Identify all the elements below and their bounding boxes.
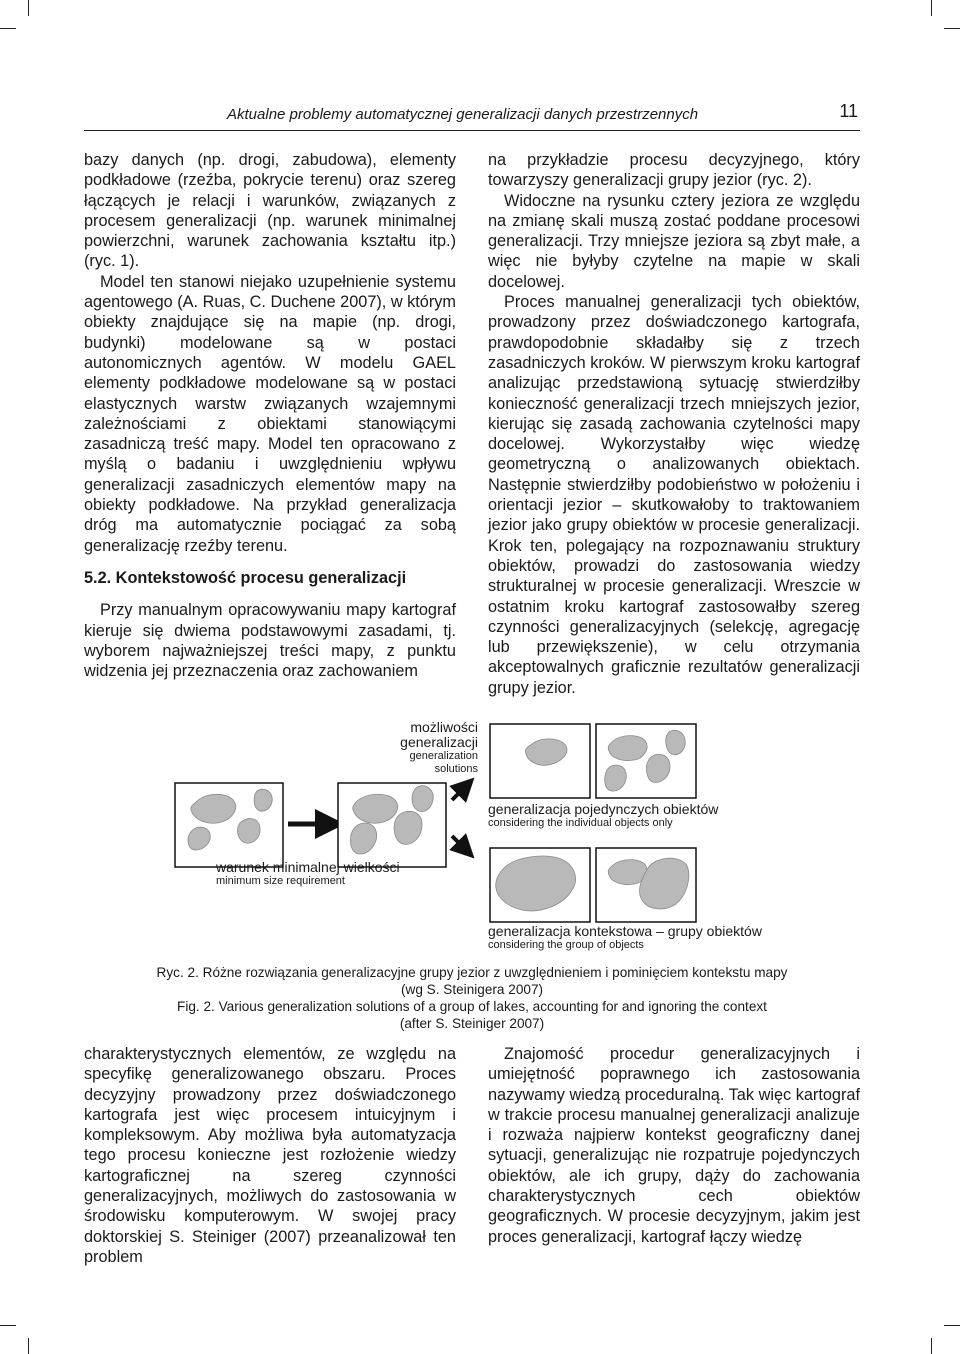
right-column-top (488, 150, 860, 698)
crop-mark (0, 28, 16, 29)
lake-enlarged (666, 730, 686, 755)
crop-mark (944, 28, 960, 29)
running-header (84, 101, 860, 131)
crop-mark (931, 1338, 932, 1354)
left-column-bottom (84, 1044, 456, 1267)
figure-lakes (160, 718, 820, 958)
label-possibilities (400, 720, 478, 776)
lake-small (254, 789, 272, 811)
crop-mark (28, 1338, 29, 1354)
label-context (488, 924, 762, 952)
paragraph: na przykładzie procesu decyzyjnego, który towarzyszy generalizacji grupy jezior (ryc. 2). (488, 151, 860, 190)
caption-pl-line: Ryc. 2. Różne rozwiązania generalizacyjne grupy jezior z uwzględnieniem i pominięciem kontekstu mapy (156, 965, 788, 980)
lake-small (238, 819, 261, 844)
paragraph: Model ten stanowi niejako uzupełnienie systemu agentowego (A. Ruas, C. Duchene 2007), w którym obiekty znajdujące się na mapie (np. drogi, budynki) modelowane są w postaci autonomicznych agentów. W modelu GAEL elementy podkładowe modelowane są w postaci elastycznych warstw związanych wzajemnymi zależnościami z obiektami stanowiącymi zasadniczą treść mapy. Model ten opracowano z myślą o badaniu i uwzględnieniu wpływu generalizacji zasadniczych elementów mapy na obiekty podkładowe. Na przykład generalizacja dróg ma automatycznie pociągać za sobą generalizację rzeźby terenu. (84, 272, 456, 555)
caption-pl-line: (wg S. Steinigera 2007) (400, 982, 544, 997)
label-pl: generalizacja kontekstowa – grupy obiektów (488, 923, 762, 939)
running-title: Aktualne problemy automatycznej generalizacji danych przestrzennych (227, 106, 699, 123)
paragraph: Proces manualnej generalizacji tych obiektów, prowadzony przez doświadczonego kartografa, prawdopodobnie składałby się z trzech zasadniczych kroków. W pierwszym kroku kartograf analizując przedstawioną sytuację stwierdziłby konieczność generalizacji trzech mniejszych jezior, kierując się zasadą zachowania czytelności mapy docelowej. Wykorzystałby więc wiedzę geometryczną o analizowanych obiektach. Następnie stwierdziłby podobieństwo w położeniu i orientacji jezior – skutkowałoby to traktowaniem jezior jako grupy obiektów w procesie generalizacji. Krok ten, polegający na rozpoznawaniu struktury obiektów, prowadzi do zastosowania wiedzy strukturalnej w procesie generalizacji. Wreszcie w ostatnim kroku kartograf zastosowałby szereg czynności generalizacyjnych (selekcję, agregację lub przewiększenie), w celu otrzymania akceptowalnych graficznie rezultatów generalizacji grupy jezior. (488, 293, 860, 697)
lake-enlarged (412, 786, 433, 812)
page-number: 11 (839, 101, 858, 121)
figure-drawing (160, 718, 820, 958)
label-pl: możliwości (410, 719, 478, 735)
paragraph: bazy danych (np. drogi, zabudowa), elementy podkładowe (rzeźba, pokrycie terenu) oraz szereg łączących je relacji i warunków, związanych z procesem generalizacji (np. warunek minimalnej powierzchni, warunek zachowania kształtu itp.) (ryc. 1). (84, 151, 456, 271)
label-en: considering the group of objects (488, 939, 644, 951)
right-column-bottom (488, 1044, 860, 1247)
arrow-up-right (452, 786, 466, 800)
label-en: generalization (409, 750, 478, 762)
section-heading: 5.2. Kontekstowość procesu generalizacji (84, 568, 407, 587)
label-en: solutions (434, 763, 478, 775)
label-pl: generalizacji (400, 734, 478, 750)
crop-mark (931, 0, 932, 16)
paragraph: Przy manualnym opracowywaniu mapy kartograf kieruje się dwiema podstawowymi zasadami, tj. wyborem najważniejszej treści mapy, z punktu widzenia jej przeznaczenia oraz zachowaniem (84, 601, 456, 681)
label-en: minimum size requirement (216, 875, 345, 887)
caption-en-line: Fig. 2. Various generalization solutions of a group of lakes, accounting for and ignoring the context (177, 999, 767, 1014)
arrow-down-right (452, 836, 466, 850)
caption-en-line: (after S. Steiniger 2007) (399, 1016, 545, 1031)
label-min-size (216, 860, 400, 888)
label-en: considering the individual objects only (488, 817, 673, 829)
crop-mark (28, 0, 29, 16)
paragraph: Widoczne na rysunku cztery jeziora ze względu na zmianę skali muszą zostać poddane procesowi generalizacji. Trzy mniejsze jeziora są zbyt małe, a więc nie byłyby czytelne na mapie w skali docelowej. (488, 191, 860, 291)
paragraph: Znajomość procedur generalizacyjnych i umiejętność poprawnego ich zastosowania nazywamy wiedzą proceduralną. Tak więc kartograf w trakcie procesu manualnej generalizacji analizuje i rozważa najpierw kontekst geograficzny danej sytuacji, generalizując nie rozpatruje pojedynczych obiektów, ale ich grupy, dąży do zachowania charakterystycznych cech obiektów geograficznych. W procesie decyzyjnym, jakim jest proces generalizacji, kartograf łączy wiedzę (488, 1045, 860, 1246)
label-pl: warunek minimalnej wielkości (216, 859, 400, 875)
label-individual (488, 802, 718, 830)
crop-mark (944, 1325, 960, 1326)
paragraph: charakterystycznych elementów, ze względu na specyfikę generalizowanego obszaru. Proces decyzyjny prowadzony przez doświadczonego kartografa jest więc procesem intuicyjnym i kompleksowym. Aby możliwa była automatyzacja tego procesu konieczne jest rozłożenie wiedzy kartograficznej na szereg czynności generalizacyjnych, możliwych do zastosowania w środowisku komputerowym. W swojej pracy doktorskiej S. Steiniger (2007) przeanalizował ten problem (84, 1045, 456, 1266)
left-column-top (84, 150, 456, 681)
label-pl: generalizacja pojedynczych obiektów (488, 801, 719, 817)
crop-mark (0, 1325, 16, 1326)
figure-caption (84, 964, 860, 1032)
